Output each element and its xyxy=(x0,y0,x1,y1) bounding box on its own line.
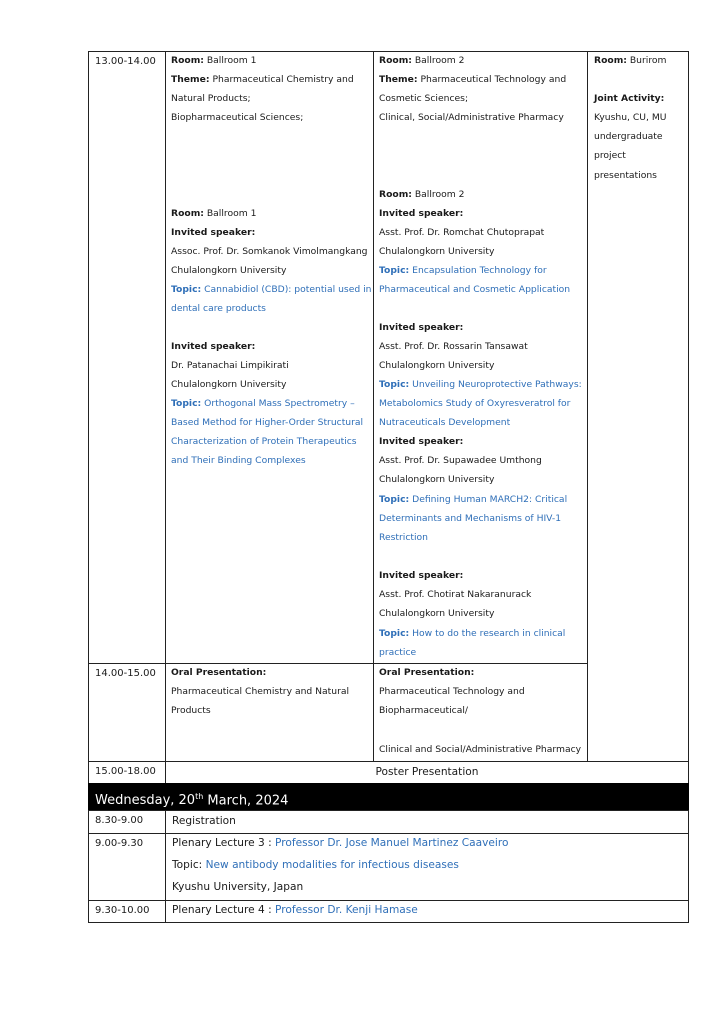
oral-col2-line1: Pharmaceutical Technology and xyxy=(379,686,525,697)
plenary3-title: Plenary Lecture 3 : Professor Dr. Jose Manuel Martinez Caaveiro xyxy=(172,837,509,849)
col2-speaker1-name: Asst. Prof. Dr. Romchat Chutoprapat xyxy=(379,227,545,238)
grid-time-divider-lower xyxy=(165,810,166,923)
poster-presentation: Poster Presentation xyxy=(375,766,479,778)
grid-time-divider xyxy=(165,51,166,783)
col2-speaker3-topic: Topic: Defining Human MARCH2: Critical xyxy=(379,494,568,505)
time-0930: 9.30-10.00 xyxy=(95,905,150,916)
col2-speaker3-topic-line2: Determinants and Mechanisms of HIV-1 xyxy=(379,513,562,524)
col2-speaker1-topic-line2: Pharmaceutical and Cosmetic Application xyxy=(379,284,571,295)
day-header-prefix: Wednesday, 20 xyxy=(95,793,196,809)
col2-room: Room: Ballroom 2 xyxy=(379,55,465,66)
day-header-suffix: March, 2024 xyxy=(203,793,289,809)
col2-speaker1-affiliation: Chulalongkorn University xyxy=(379,246,495,257)
col2-speaker3-topic-line3: Restriction xyxy=(379,532,428,543)
col2-speaker4-affiliation: Chulalongkorn University xyxy=(379,608,495,619)
plenary3-affiliation: Kyushu University, Japan xyxy=(172,881,304,893)
col1-speaker2-topic-line4: and Their Binding Complexes xyxy=(171,455,306,466)
col2-speaker2-topic-line3: Nutraceuticals Development xyxy=(379,417,511,428)
col3-joint-label: Joint Activity: xyxy=(594,93,665,104)
col2-speaker3-name: Asst. Prof. Dr. Supawadee Umthong xyxy=(379,455,542,466)
col1-speaker2-topic-line3: Characterization of Protein Therapeutics xyxy=(171,436,357,447)
grid-row-0830 xyxy=(88,810,689,811)
col1-speaker2-topic: Topic: Orthogonal Mass Spectrometry – xyxy=(171,398,355,409)
col2-speaker4-topic: Topic: How to do the research in clinical xyxy=(379,628,566,639)
col2-speaker1-topic: Topic: Encapsulation Technology for xyxy=(379,265,547,276)
grid-row-1400 xyxy=(88,663,588,664)
day-header-sup: th xyxy=(195,792,204,801)
col2-speaker4-label: Invited speaker: xyxy=(379,570,464,581)
col1-speaker1-topic-line2: dental care products xyxy=(171,303,266,314)
grid-row-0900 xyxy=(88,833,689,834)
col2-room2: Room: Ballroom 2 xyxy=(379,189,465,200)
time-1400: 14.00-15.00 xyxy=(95,668,156,679)
col1-speaker2-label: Invited speaker: xyxy=(171,341,256,352)
day-header xyxy=(88,783,689,810)
col3-joint-line4: presentations xyxy=(594,170,657,181)
col2-theme-line3: Clinical, Social/Administrative Pharmacy xyxy=(379,112,564,123)
col1-speaker1-affiliation: Chulalongkorn University xyxy=(171,265,287,276)
grid-bottom xyxy=(88,922,689,923)
col3-joint-line1: Kyushu, CU, MU xyxy=(594,112,667,123)
col1-speaker2-topic-line2: Based Method for Higher-Order Structural xyxy=(171,417,364,428)
col2-speaker1-label: Invited speaker: xyxy=(379,208,464,219)
time-1300: 13.00-14.00 xyxy=(95,56,156,67)
col1-room: Room: Ballroom 1 xyxy=(171,55,257,66)
oral-col2-label: Oral Presentation: xyxy=(379,667,475,678)
time-0830: 8.30-9.00 xyxy=(95,815,144,826)
col2-speaker2-name: Asst. Prof. Dr. Rossarin Tansawat xyxy=(379,341,528,352)
grid-col2-divider xyxy=(373,51,374,761)
oral-col1-label: Oral Presentation: xyxy=(171,667,267,678)
col1-theme-line3: Biopharmaceutical Sciences; xyxy=(171,112,304,123)
col2-speaker2-topic-line2: Metabolomics Study of Oxyresveratrol for xyxy=(379,398,571,409)
col2-speaker2-topic: Topic: Unveiling Neuroprotective Pathways: xyxy=(379,379,582,390)
plenary3-topic: Topic: New antibody modalities for infectious diseases xyxy=(172,859,459,871)
col3-joint-line2: undergraduate xyxy=(594,131,663,142)
col1-theme-line2: Natural Products; xyxy=(171,93,251,104)
col2-speaker4-topic-line2: practice xyxy=(379,647,417,658)
col1-speaker2-name: Dr. Patanachai Limpikirati xyxy=(171,360,289,371)
col1-theme: Theme: Pharmaceutical Chemistry and xyxy=(171,74,354,85)
registration: Registration xyxy=(172,815,236,827)
col3-joint-line3: project xyxy=(594,150,626,161)
col2-speaker2-affiliation: Chulalongkorn University xyxy=(379,360,495,371)
col2-theme-line2: Cosmetic Sciences; xyxy=(379,93,469,104)
oral-col2-line2: Biopharmaceutical/ xyxy=(379,705,468,716)
col2-speaker4-name: Asst. Prof. Chotirat Nakaranurack xyxy=(379,589,532,600)
col1-speaker1-topic: Topic: Cannabidiol (CBD): potential used in xyxy=(171,284,372,295)
oral-col1-line2: Products xyxy=(171,705,211,716)
time-1500: 15.00-18.00 xyxy=(95,766,156,777)
col2-theme: Theme: Pharmaceutical Technology and xyxy=(379,74,567,85)
col1-speaker1-name: Assoc. Prof. Dr. Somkanok Vimolmangkang xyxy=(171,246,368,257)
grid-col3-divider xyxy=(587,51,588,761)
col1-room2: Room: Ballroom 1 xyxy=(171,208,257,219)
col2-speaker3-affiliation: Chulalongkorn University xyxy=(379,474,495,485)
col2-speaker3-label: Invited speaker: xyxy=(379,436,464,447)
col1-speaker2-affiliation: Chulalongkorn University xyxy=(171,379,287,390)
grid-row-0930 xyxy=(88,900,689,901)
oral-col1-line1: Pharmaceutical Chemistry and Natural xyxy=(171,686,350,697)
col3-room: Room: Burirom xyxy=(594,55,667,66)
grid-right-upper xyxy=(688,51,689,783)
time-0900: 9.00-9.30 xyxy=(95,838,144,849)
plenary4-title: Plenary Lecture 4 : Professor Dr. Kenji Hamase xyxy=(172,904,418,916)
col2-speaker2-label: Invited speaker: xyxy=(379,322,464,333)
oral-col2-line3: Clinical and Social/Administrative Pharmacy xyxy=(379,744,582,755)
col1-speaker1-label: Invited speaker: xyxy=(171,227,256,238)
